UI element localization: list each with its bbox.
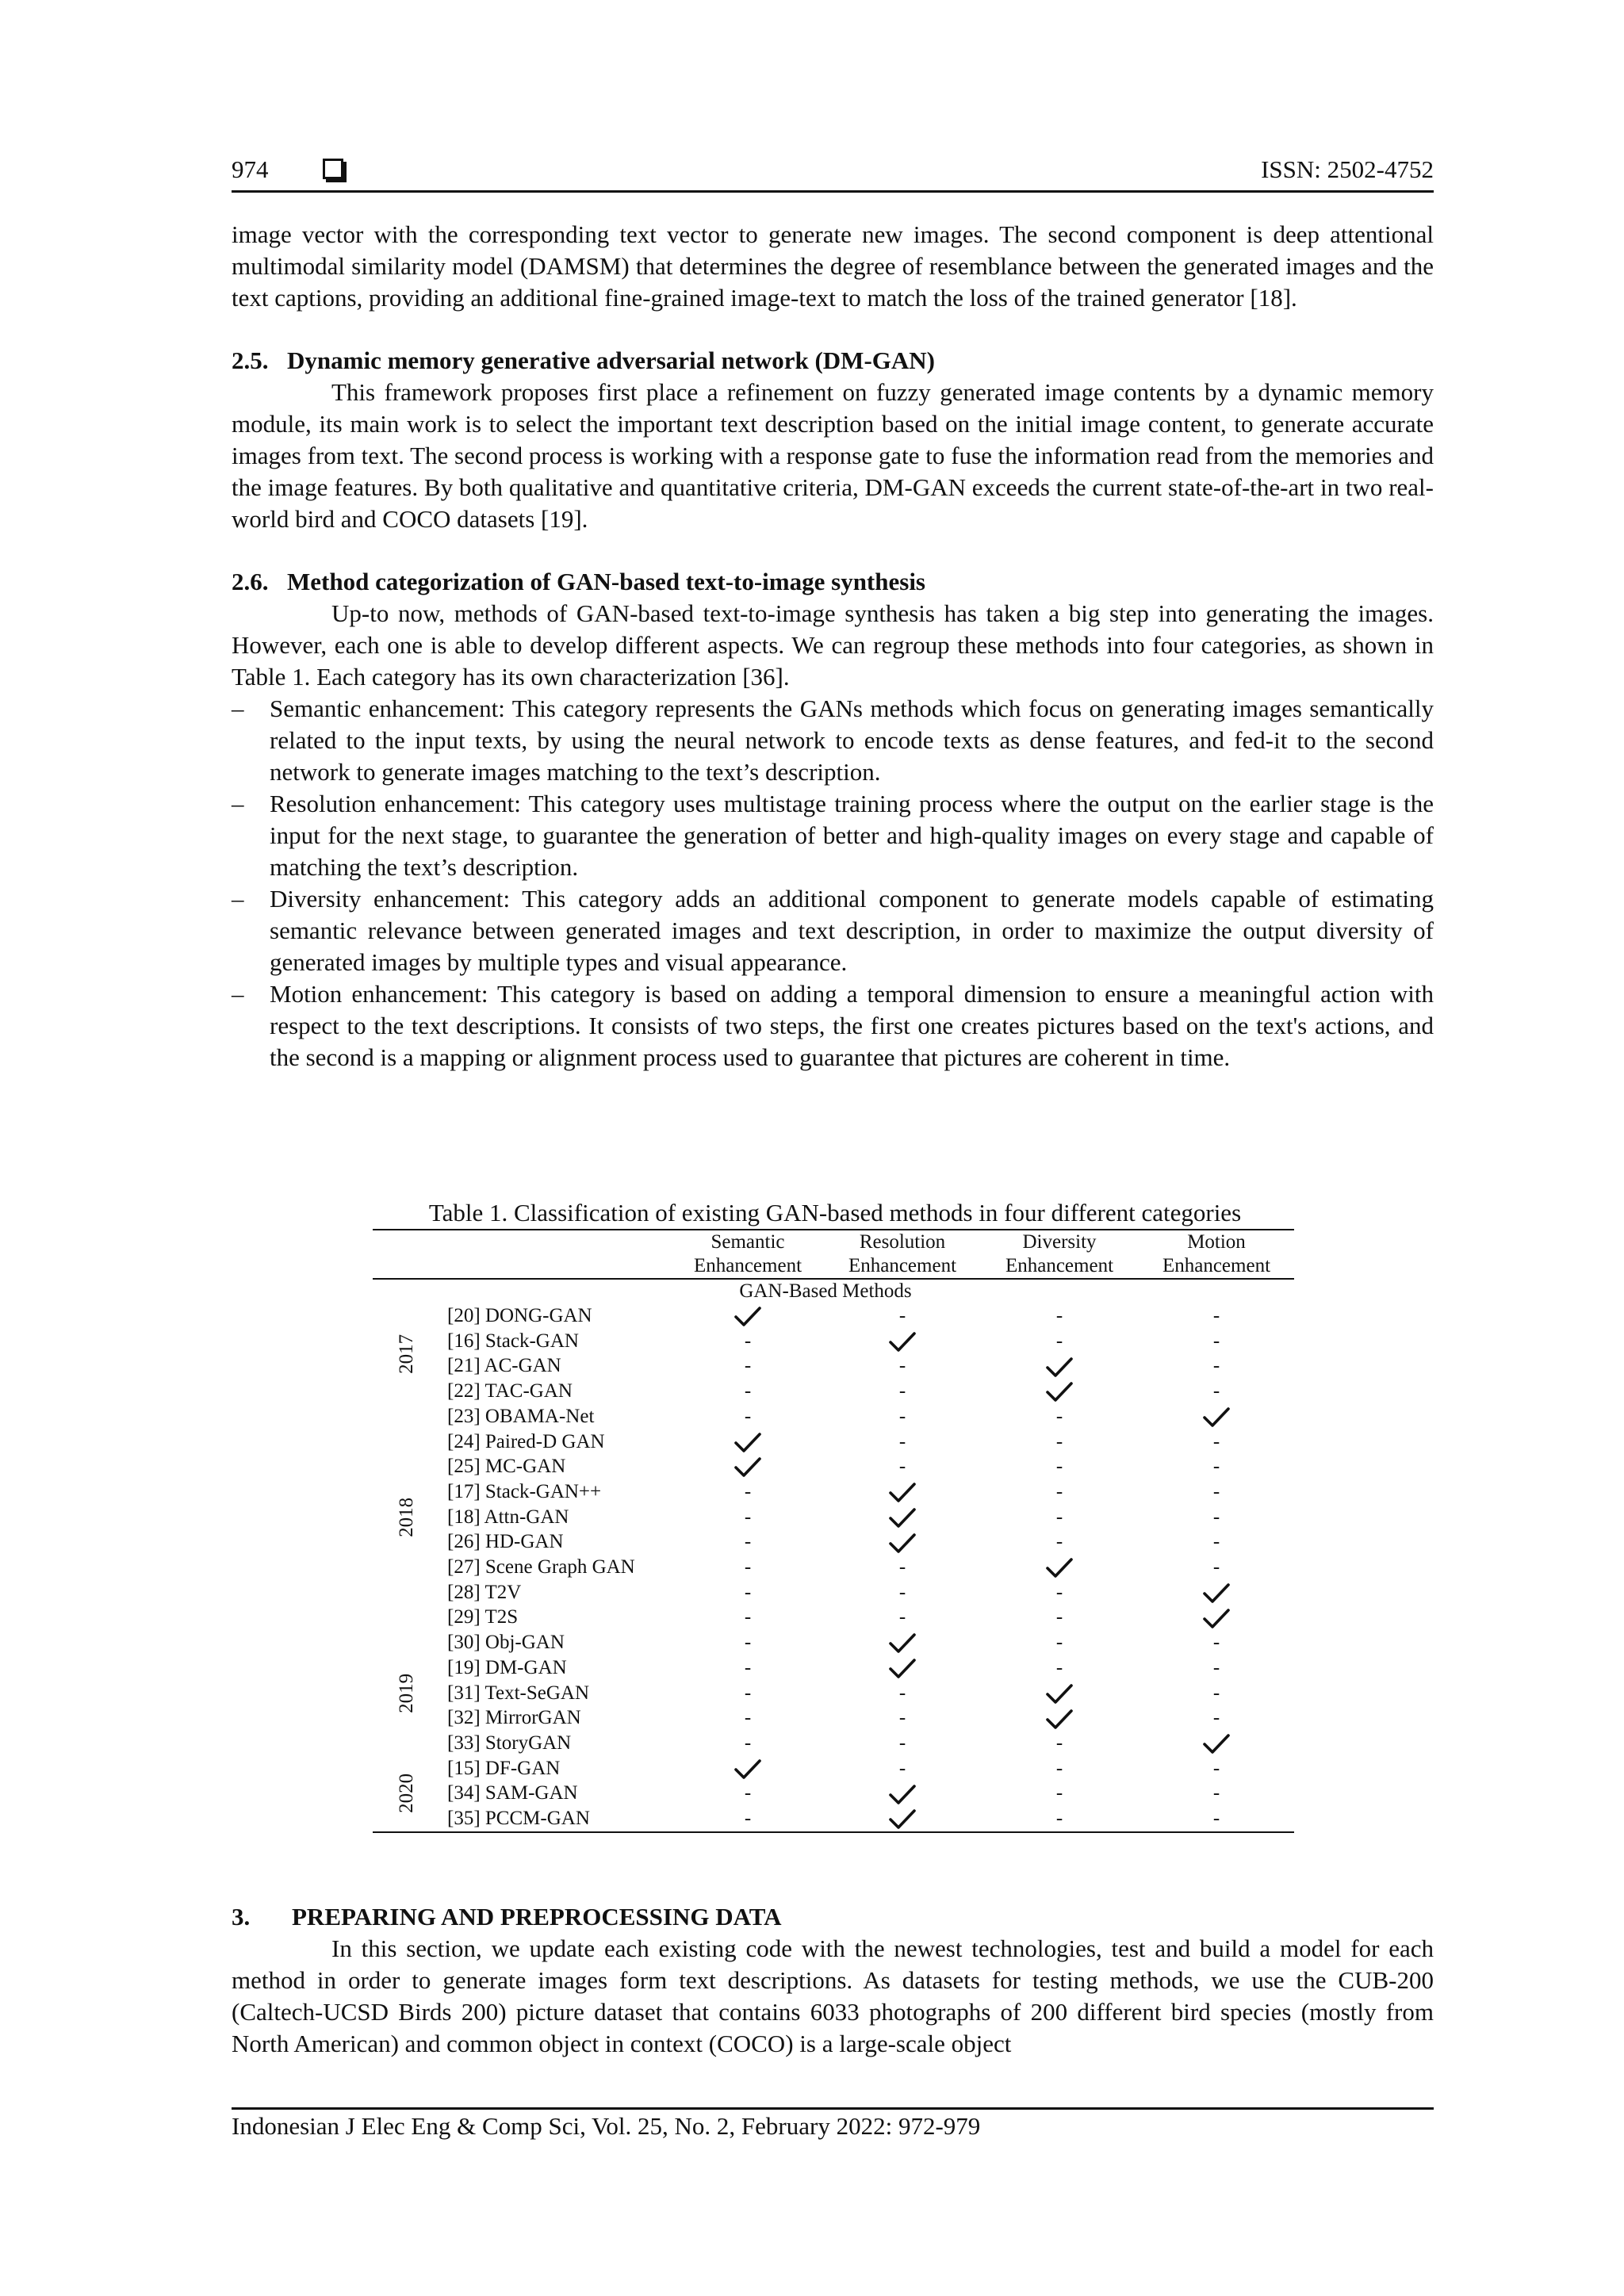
section-3-number: 3. xyxy=(232,1903,251,1931)
dash-cell: - xyxy=(744,1380,752,1402)
method-name: [35] PCCM-GAN xyxy=(447,1808,590,1830)
checkmark-icon xyxy=(889,1331,916,1353)
footer-citation: Indonesian J Elec Eng & Comp Sci, Vol. 25, No. 2, February 2022: 972-979 xyxy=(232,2112,981,2140)
dash-cell: - xyxy=(898,1430,906,1452)
year-label: 2020 xyxy=(396,1774,418,1814)
dash-cell: - xyxy=(1055,1506,1063,1528)
section-2-5-title: Dynamic memory generative adversarial network (DM-GAN) xyxy=(287,346,935,374)
intro-paragraph: image vector with the corresponding text vector to generate new images. The second component is deep attentional multimodal similarity model (DAMSM) that determines the degree of resemblance between the generated images and the text captions, providing an additional fine-grained image-text to match the loss of the trained generator [18]. xyxy=(232,220,1434,312)
category-list xyxy=(232,693,1434,1073)
method-name: [25] MC-GAN xyxy=(447,1456,566,1478)
method-name: [33] StoryGAN xyxy=(447,1732,572,1754)
dash-cell: - xyxy=(1212,1456,1220,1478)
dash-cell: - xyxy=(1055,1808,1063,1830)
table-row xyxy=(373,1555,1294,1580)
dash-cell: - xyxy=(1212,1330,1220,1352)
section-2-6-heading xyxy=(232,566,1434,598)
method-name: [20] DONG-GAN xyxy=(447,1305,592,1326)
body-text-lower xyxy=(232,1901,1434,2060)
dash-cell: - xyxy=(1212,1480,1220,1502)
dash-cell: - xyxy=(1212,1531,1220,1553)
method-name: [15] DF-GAN xyxy=(447,1757,561,1779)
checkmark-icon xyxy=(1046,1557,1073,1579)
dash-cell: - xyxy=(1212,1430,1220,1452)
table-row xyxy=(373,1379,1294,1404)
checkmark-icon xyxy=(1203,1608,1230,1630)
checkmark-icon xyxy=(889,1632,916,1655)
dash-cell: - xyxy=(744,1656,752,1678)
dash-cell: - xyxy=(744,1707,752,1729)
section-2-5-body: This framework proposes first place a refinement on fuzzy generated image contents by a dynamic memory module, its main work is to select the important text description based on the initial image content, to generate accurate images from text. The second process is working with a response gate to fuse the information read from the memories and the image features. By both qualitative and quantitative criteria, DM-GAN exceeds the current state-of-the-art in two real-world bird and COCO datasets [19]. xyxy=(232,378,1434,533)
table-row xyxy=(373,1781,1294,1806)
checkmark-icon xyxy=(734,1306,761,1328)
section-3-heading xyxy=(232,1901,1434,1933)
dash-cell: - xyxy=(898,1305,906,1326)
dash-cell: - xyxy=(1212,1656,1220,1678)
dash-cell: - xyxy=(744,1808,752,1830)
page-number: 974 xyxy=(232,155,269,183)
dash-cell: - xyxy=(1055,1757,1063,1779)
dash-cell: - xyxy=(744,1355,752,1377)
year-label: 2018 xyxy=(396,1497,418,1537)
dash-cell: - xyxy=(744,1405,752,1427)
list-item: – Semantic enhancement: This category represents the GANs methods which focus on generating images semantically related to the input texts, by using the neural network to encode texts as dense features, and fed-it to the second network to generate images matching to the text’s description. xyxy=(232,693,1434,788)
header-rule xyxy=(232,190,1434,193)
dash-cell: - xyxy=(1212,1782,1220,1804)
dash-cell: - xyxy=(1212,1355,1220,1377)
column-header: Semantic Enhancement xyxy=(693,1231,802,1276)
checkbox-square-icon xyxy=(323,159,343,179)
table-row xyxy=(373,1731,1294,1756)
checkmark-icon xyxy=(1046,1683,1073,1705)
method-name: [21] AC-GAN xyxy=(447,1355,561,1377)
table-row xyxy=(373,1353,1294,1379)
column-header: Diversity Enhancement xyxy=(1005,1231,1114,1276)
list-item: – Motion enhancement: This category is based on adding a temporal dimension to ensure a meaningful action with respect to the text descriptions. It consists of two steps, the first one creates pictures based on the text's actions, and the second is a mapping or alignment process used to guarantee that pictures are coherent in time. xyxy=(232,978,1434,1073)
dash-cell: - xyxy=(1055,1656,1063,1678)
method-name: [16] Stack-GAN xyxy=(447,1330,579,1352)
section-3-body: In this section, we update each existing code with the newest technologies, test and build a model for each method in order to generate images form text descriptions. As datasets for testing methods, we use the CUB-200 (Caltech-UCSD Birds 200) picture dataset that contains 6033 photographs of 200 different bird species (mostly from North American) and common object in context (COCO) is a large-scale object xyxy=(232,1934,1434,2057)
method-name: [31] Text-SeGAN xyxy=(447,1682,590,1704)
method-name: [19] DM-GAN xyxy=(447,1656,567,1678)
dash-cell: - xyxy=(898,1355,906,1377)
method-name: [18] Attn-GAN xyxy=(447,1506,569,1528)
dash-cell: - xyxy=(744,1330,752,1352)
method-name: [22] TAC-GAN xyxy=(447,1380,573,1402)
dash-cell: - xyxy=(1055,1430,1063,1452)
checkmark-icon xyxy=(889,1658,916,1680)
table-caption: Table 1. Classification of existing GAN-based methods in four different categories xyxy=(428,1199,1242,1226)
method-name: [17] Stack-GAN++ xyxy=(447,1480,602,1502)
table-row xyxy=(373,1429,1294,1455)
table-row xyxy=(373,1505,1294,1530)
section-2-6-number: 2.6. xyxy=(232,568,269,595)
checkmark-icon xyxy=(734,1456,761,1479)
dash-cell: - xyxy=(898,1405,906,1427)
dash-cell: - xyxy=(898,1757,906,1779)
dash-cell: - xyxy=(1055,1456,1063,1478)
table-row xyxy=(373,1756,1294,1781)
section-3-title: PREPARING AND PREPROCESSING DATA xyxy=(292,1903,782,1931)
section-2-6-body: Up-to now, methods of GAN-based text-to-image synthesis has taken a big step into generating the images. However, each one is able to develop different aspects. We can regroup these methods into four categories, as shown in Table 1. Each category has its own characterization [36]. xyxy=(232,599,1434,691)
method-name: [30] Obj-GAN xyxy=(447,1632,565,1654)
method-name: [28] T2V xyxy=(447,1581,522,1603)
dash-cell: - xyxy=(744,1732,752,1754)
classification-table xyxy=(373,1229,1294,1833)
table-row xyxy=(373,1681,1294,1706)
checkmark-icon xyxy=(889,1507,916,1529)
table-row xyxy=(373,1404,1294,1429)
dash-cell: - xyxy=(1055,1606,1063,1628)
checkmark-icon xyxy=(734,1432,761,1454)
table-row xyxy=(373,1655,1294,1681)
footer-rule xyxy=(232,2107,1434,2110)
dash-cell: - xyxy=(744,1632,752,1654)
dash-cell: - xyxy=(1212,1707,1220,1729)
dash-cell: - xyxy=(744,1506,752,1528)
table-row xyxy=(373,1605,1294,1630)
table-row xyxy=(373,1630,1294,1655)
dash-cell: - xyxy=(898,1581,906,1603)
table-row xyxy=(373,1806,1294,1832)
table-subheader: GAN-Based Methods xyxy=(739,1280,912,1302)
dash-cell: - xyxy=(1055,1531,1063,1553)
dash-cell: - xyxy=(898,1707,906,1729)
dash-cell: - xyxy=(898,1456,906,1478)
section-2-6-title: Method categorization of GAN-based text-to-image synthesis xyxy=(287,568,926,595)
table-row xyxy=(373,1529,1294,1555)
checkmark-icon xyxy=(1203,1406,1230,1429)
dash-cell: - xyxy=(898,1732,906,1754)
checkmark-icon xyxy=(734,1758,761,1781)
dash-cell: - xyxy=(744,1682,752,1704)
checkmark-icon xyxy=(1203,1582,1230,1605)
dash-cell: - xyxy=(744,1606,752,1628)
list-item: – Diversity enhancement: This category adds an additional component to generate models capable of estimating semantic relevance between generated images and text description, in order to maximize the output diversity of generated images by multiple types and visual appearance. xyxy=(232,883,1434,978)
section-2-5-heading xyxy=(232,345,1434,377)
dash-cell: - xyxy=(1212,1757,1220,1779)
dash-cell: - xyxy=(744,1782,752,1804)
column-header: Resolution Enhancement xyxy=(848,1231,957,1276)
checkmark-icon xyxy=(1203,1733,1230,1755)
column-header: Motion Enhancement xyxy=(1162,1231,1271,1276)
dash-cell: - xyxy=(744,1581,752,1603)
table-row xyxy=(373,1454,1294,1479)
dash-cell: - xyxy=(1212,1305,1220,1326)
dash-cell: - xyxy=(1212,1556,1220,1578)
method-name: [32] MirrorGAN xyxy=(447,1707,581,1729)
method-name: [29] T2S xyxy=(447,1606,519,1628)
checkmark-icon xyxy=(889,1482,916,1504)
checkmark-icon xyxy=(889,1808,916,1831)
table-row xyxy=(373,1479,1294,1505)
issn-label: ISSN: 2502-4752 xyxy=(1261,155,1434,183)
table-row xyxy=(373,1580,1294,1605)
body-text-upper xyxy=(232,219,1434,1073)
dash-cell: - xyxy=(1055,1732,1063,1754)
checkmark-icon xyxy=(1046,1381,1073,1403)
dash-cell: - xyxy=(1055,1632,1063,1654)
table-row xyxy=(373,1705,1294,1731)
dash-cell: - xyxy=(1055,1305,1063,1326)
dash-cell: - xyxy=(1212,1632,1220,1654)
dash-cell: - xyxy=(1212,1380,1220,1402)
table-row xyxy=(373,1329,1294,1354)
method-name: [23] OBAMA-Net xyxy=(447,1405,595,1427)
dash-cell: - xyxy=(898,1556,906,1578)
year-label: 2019 xyxy=(396,1673,418,1713)
table-row xyxy=(373,1303,1294,1329)
method-name: [26] HD-GAN xyxy=(447,1531,564,1553)
dash-cell: - xyxy=(1055,1405,1063,1427)
section-2-5-number: 2.5. xyxy=(232,346,269,374)
checkmark-icon xyxy=(1046,1709,1073,1731)
method-name: [27] Scene Graph GAN xyxy=(447,1556,635,1578)
dash-cell: - xyxy=(1212,1506,1220,1528)
dash-cell: - xyxy=(744,1556,752,1578)
list-item: – Resolution enhancement: This category uses multistage training process where the output on the earlier stage is the input for the next stage, to guarantee the generation of better and high-quality images on every stage and capable of matching the text’s description. xyxy=(232,788,1434,883)
checkmark-icon xyxy=(889,1784,916,1806)
year-label: 2017 xyxy=(396,1334,418,1374)
method-name: [24] Paired-D GAN xyxy=(447,1430,605,1452)
dash-cell: - xyxy=(744,1531,752,1553)
checkmark-icon xyxy=(1046,1357,1073,1379)
dash-cell: - xyxy=(898,1682,906,1704)
dash-cell: - xyxy=(898,1606,906,1628)
checkmark-icon xyxy=(889,1533,916,1555)
dash-cell: - xyxy=(744,1480,752,1502)
dash-cell: - xyxy=(1212,1682,1220,1704)
dash-cell: - xyxy=(898,1380,906,1402)
dash-cell: - xyxy=(1212,1808,1220,1830)
dash-cell: - xyxy=(1055,1480,1063,1502)
dash-cell: - xyxy=(1055,1782,1063,1804)
dash-cell: - xyxy=(1055,1581,1063,1603)
method-name: [34] SAM-GAN xyxy=(447,1782,578,1804)
dash-cell: - xyxy=(1055,1330,1063,1352)
